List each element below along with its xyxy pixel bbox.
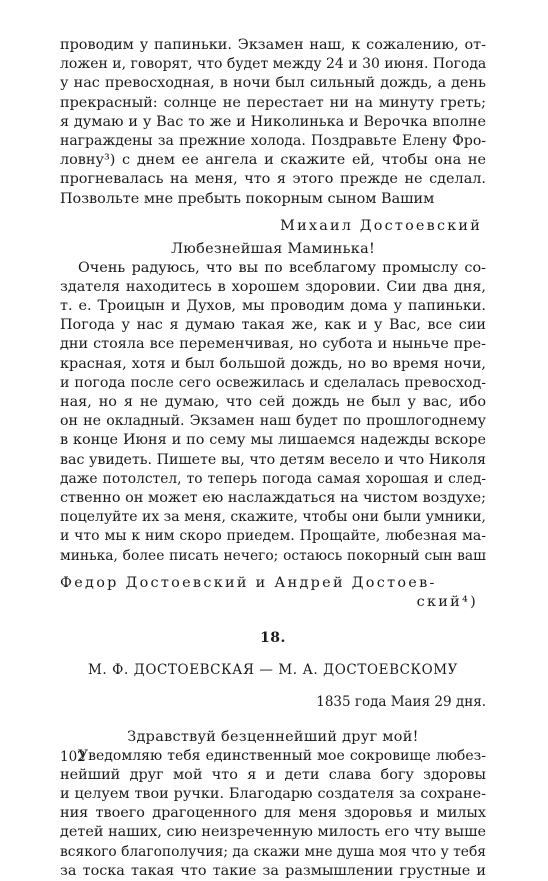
text-line: ная, но я не думаю, что сей дождь не был у вас, ибо xyxy=(60,394,486,410)
text-line: поцелуйте их за меня, скажите, чтобы они были умники, xyxy=(60,509,486,526)
page-body xyxy=(60,36,486,881)
text-line: у нас превосходная, в ночи был сильный дождь, а день xyxy=(60,75,486,92)
document-heading: М. Ф. ДОСТОЕВСКАЯ — М. А. ДОСТОЕВСКОМУ xyxy=(87,661,459,678)
text-line: даже потолстел, то теперь погода самая хорошая и след- xyxy=(60,470,486,487)
text-line: прогневалась на меня, что я этого прежде не сделал. xyxy=(60,171,486,188)
text-line: ложен и, говорят, что будет между 24 и 30 июня. Погода xyxy=(60,56,487,73)
text-line: дни стояла все переменчивая, но субота и ныньче пре- xyxy=(60,336,486,353)
text-line: ственно он может ею наслаждаться на чистом воздухе; xyxy=(60,489,486,506)
text-line: я думаю и у Вас то же и Николинька и Верочка вполне xyxy=(60,113,486,130)
letter1-signature: Михаил Достоевский xyxy=(280,217,482,234)
text-line: Погода у нас я думаю такая же, как и у Вас, все сии xyxy=(60,317,486,334)
document-salutation: Здравствуй безценнейший друг мой! xyxy=(127,728,419,745)
text-line: Уведомляю тебя единственный мое сокровище любез- xyxy=(78,747,486,764)
text-line: красная, хотя и был большой дождь, но во время ночи, xyxy=(60,355,486,372)
letter2-salutation: Любезнейшая Маминька! xyxy=(170,240,376,257)
text-line: минька, более писать нечего; остаюсь покорный сын ваш xyxy=(60,547,486,564)
text-line: и погода после сего освежилась и сделалась превосход- xyxy=(60,374,486,391)
text-line: за тоска такая что такие за размышлении грустные и xyxy=(60,862,486,879)
text-line: в конце Июня и по сему мы лишаемся надежды вскоре xyxy=(60,432,486,449)
text-line: Очень радуюсь, что вы по всеблагому промыслу со- xyxy=(78,259,486,276)
text-line: и целуем твои ручки. Благодарю создателя за сохране- xyxy=(60,786,486,803)
text-line: ния твоего драгоценного для меня здоровья и милых xyxy=(60,805,486,822)
text-line: здателя находитесь в хорошем здоровии. Сии два дня, xyxy=(60,278,486,295)
text-line: прекрасный: солнце не перестает ни на минуту греть; xyxy=(60,94,486,111)
text-line: нейший друг мой что я и дети слава богу здоровы xyxy=(60,766,486,783)
text-line: он не окладный. Экзамен наш будет по прошлогоднему xyxy=(60,413,486,430)
text-line: ловну³) с днем ее ангела и скажите ей, чтобы она не xyxy=(60,152,486,169)
text-line: вас увидеть. Пишете вы, что детям весело и что Николя xyxy=(60,451,486,468)
text-line: детей наших, сию неизреченную милость его чту выше xyxy=(60,824,486,841)
letter2-body xyxy=(60,259,486,566)
document-body xyxy=(60,747,486,881)
document-date: 1835 года Маия 29 дня. xyxy=(316,693,486,710)
text-line: всякого благополучия; да скажи мне душа моя что у тебя xyxy=(60,843,486,860)
document-number: 18. xyxy=(260,629,286,646)
page-number: 102 xyxy=(60,749,86,765)
letter1-body xyxy=(60,36,486,209)
text-line: и что мы к ним скоро приедем. Прощайте, любезная ма- xyxy=(60,528,486,545)
text-line: т. е. Троицын и Духов, мы проводим дома у папиньки. xyxy=(60,298,486,315)
text-line: Позвольте мне пребыть покорным сыном Вашим xyxy=(60,190,435,207)
letter2-signature-continued: ский⁴) xyxy=(416,593,478,610)
letter2-signature: Федор Достоевский и Андрей Достоев- xyxy=(60,574,437,591)
text-line: награждены за прежние холода. Поздравьте Елену Фро- xyxy=(60,132,486,149)
text-line: проводим у папиньки. Экзамен наш, к сожалению, от- xyxy=(60,37,486,53)
